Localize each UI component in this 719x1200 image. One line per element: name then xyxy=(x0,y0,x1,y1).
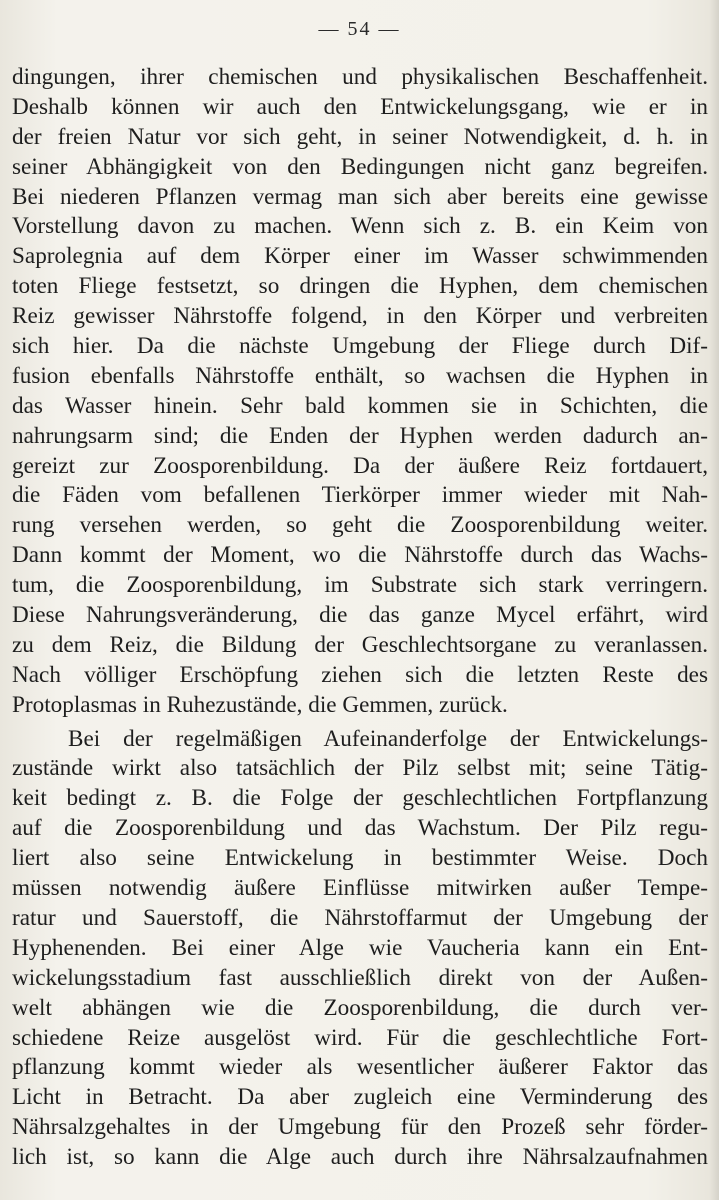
paragraph-1 xyxy=(12,63,708,721)
paragraph-2 xyxy=(12,725,708,1173)
text-line: das Wasser hinein. Sehr bald kommen sie in Schichten, die xyxy=(12,392,708,419)
text-line: Dann kommt der Moment, wo die Nährstoffe durch das Wachs- xyxy=(12,542,708,569)
text-line: wickelungsstadium fast ausschließlich direkt von der Außen- xyxy=(12,964,708,991)
text-line: pflanzung kommt wieder als wesentlicher äußerer Faktor das xyxy=(12,1054,708,1081)
text-line: zustände wirkt also tatsächlich der Pilz selbst mit; seine Tätig- xyxy=(12,755,708,782)
text-line: Nach völliger Erschöpfung ziehen sich die letzten Reste des xyxy=(12,661,708,688)
text-line: tum, die Zoosporenbildung, im Substrate sich stark verringern. xyxy=(12,572,708,599)
text-line: die Fäden vom befallenen Tierkörper immer wieder mit Nah- xyxy=(12,482,708,509)
text-line: Saprolegnia auf dem Körper einer im Wasser schwimmenden xyxy=(12,243,708,270)
text-line: zu dem Reiz, die Bildung der Geschlechtsorgane zu veranlassen. xyxy=(12,631,708,658)
text-line: rung versehen werden, so geht die Zoosporenbildung weiter. xyxy=(12,512,708,539)
text-line: Licht in Betracht. Da aber zugleich eine Verminderung des xyxy=(12,1084,708,1111)
text-line: Diese Nahrungsveränderung, die das ganze Mycel erfährt, wird xyxy=(12,602,708,629)
text-line: sich hier. Da die nächste Umgebung der Fliege durch Dif- xyxy=(12,333,708,360)
text-line: keit bedingt z. B. die Folge der geschlechtlichen Fortpflanzung xyxy=(12,785,708,812)
text-line: Vorstellung davon zu machen. Wenn sich z. B. ein Keim von xyxy=(12,213,708,240)
text-line: der freien Natur vor sich geht, in seiner Notwendigkeit, d. h. in xyxy=(12,123,708,150)
text-line: ratur und Sauerstoff, die Nährstoffarmut der Umgebung der xyxy=(12,904,708,931)
text-line: Bei niederen Pflanzen vermag man sich aber bereits eine gewisse xyxy=(12,183,708,210)
page-edge-shadow xyxy=(709,0,719,1200)
text-line: gereizt zur Zoosporenbildung. Da der äußere Reiz fortdauert, xyxy=(12,452,708,479)
page-number: — 54 — xyxy=(318,18,401,40)
body-text xyxy=(12,63,708,1173)
text-line: fusion ebenfalls Nährstoffe enthält, so wachsen die Hyphen in xyxy=(12,362,708,389)
text-line: Nährsalzgehaltes in der Umgebung für den Prozeß sehr förder- xyxy=(12,1114,708,1141)
text-line: auf die Zoosporenbildung und das Wachstum. Der Pilz regu- xyxy=(12,815,708,842)
text-line: Hyphenenden. Bei einer Alge wie Vaucheria kann ein Ent- xyxy=(12,934,708,961)
text-line: seiner Abhängigkeit von den Bedingungen nicht ganz begreifen. xyxy=(12,153,708,180)
text-line: Bei der regelmäßigen Aufeinanderfolge der Entwickelungs- xyxy=(68,725,708,752)
text-line: nahrungsarm sind; die Enden der Hyphen werden dadurch an- xyxy=(12,422,708,449)
text-line: liert also seine Entwickelung in bestimmter Weise. Doch xyxy=(12,845,708,872)
text-line: Reiz gewisser Nährstoffe folgend, in den Körper und verbreiten xyxy=(12,303,708,330)
text-line: Protoplasmas in Ruhezustände, die Gemmen, zurück. xyxy=(12,691,508,718)
text-line: toten Fliege festsetzt, so dringen die Hyphen, dem chemischen xyxy=(12,273,708,300)
text-line: welt abhängen wie die Zoosporenbildung, die durch ver- xyxy=(12,994,708,1021)
text-line: schiedene Reize ausgelöst wird. Für die geschlechtliche Fort- xyxy=(12,1024,708,1051)
text-line: lich ist, so kann die Alge auch durch ihre Nährsalzaufnahmen xyxy=(12,1144,708,1171)
text-line: Deshalb können wir auch den Entwickelungsgang, wie er in xyxy=(12,93,708,120)
text-line: dingungen, ihrer chemischen und physikalischen Beschaffenheit. xyxy=(12,64,708,90)
text-line: müssen notwendig äußere Einflüsse mitwirken außer Tempe- xyxy=(12,875,708,902)
